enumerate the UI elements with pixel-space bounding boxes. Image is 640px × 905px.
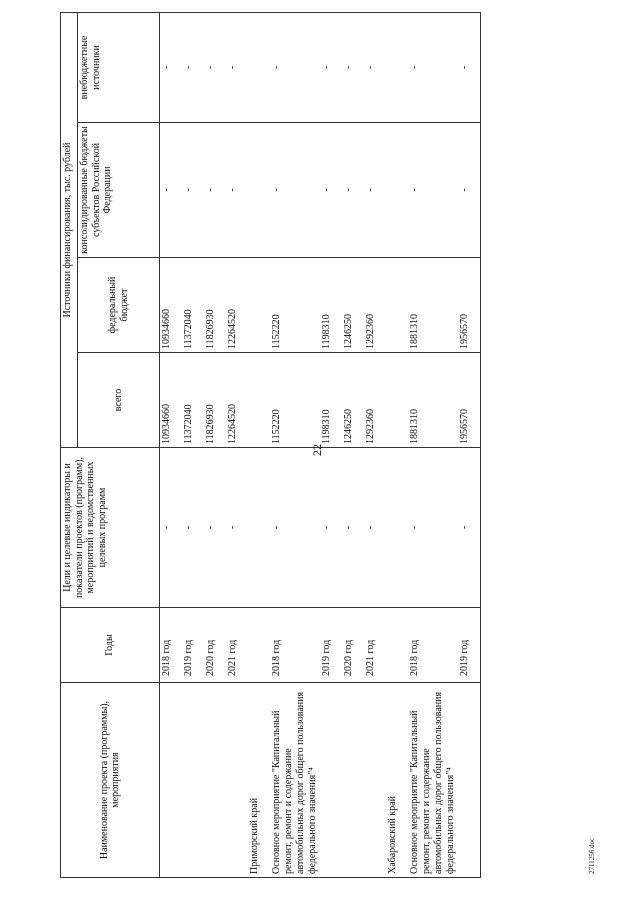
cell-goals: - (270, 448, 320, 608)
cell-federal: 1956570 (458, 258, 481, 353)
cell-offbudget: - (182, 13, 204, 123)
table-row (342, 13, 364, 878)
cell-federal: 11372040 (182, 258, 204, 353)
cell-total: 10934660 (160, 353, 183, 448)
cell-name (458, 683, 481, 878)
financing-table-sheet (60, 13, 580, 878)
cell-federal: 12264520 (226, 258, 248, 353)
table-row (182, 13, 204, 878)
header-total: всего (78, 353, 160, 448)
cell-regional: - (320, 123, 342, 258)
footer-doc-code: 2711256.doc (588, 837, 596, 874)
cell-goals: - (182, 448, 204, 608)
header-name: Наименование проекта (программы), мероприятия (61, 683, 160, 878)
cell-name (182, 683, 204, 878)
cell-regional (386, 123, 408, 258)
cell-offbudget (248, 13, 270, 123)
cell-year (386, 608, 408, 683)
cell-name: Приморский край (248, 683, 270, 878)
cell-year: 2018 год (270, 608, 320, 683)
cell-federal: 1152220 (270, 258, 320, 353)
cell-federal (248, 258, 270, 353)
cell-federal: 1246250 (342, 258, 364, 353)
cell-federal (386, 258, 408, 353)
table-row (320, 13, 342, 878)
cell-total (386, 353, 408, 448)
cell-regional: - (204, 123, 226, 258)
cell-offbudget: - (226, 13, 248, 123)
cell-total: 1198310 (320, 353, 342, 448)
cell-goals: - (408, 448, 458, 608)
cell-federal: 1198310 (320, 258, 342, 353)
cell-name (160, 683, 183, 878)
cell-total: 1881310 (408, 353, 458, 448)
cell-regional: - (408, 123, 458, 258)
cell-year: 2019 год (458, 608, 481, 683)
cell-federal: 11826930 (204, 258, 226, 353)
cell-goals: - (160, 448, 183, 608)
cell-year (248, 608, 270, 683)
cell-name: Основное мероприятие "Капитальный ремонт, ремонт и содержание автомобильных дорог общего пользования федерального значения"⁴ (408, 683, 458, 878)
header-offbudget: внебюджетные источники (78, 13, 160, 123)
table-row (386, 13, 408, 878)
header-federal: федеральный бюджет (78, 258, 160, 353)
cell-year: 2021 год (226, 608, 248, 683)
header-years: Годы (61, 608, 160, 683)
cell-regional: - (270, 123, 320, 258)
cell-offbudget (386, 13, 408, 123)
cell-total: 1152220 (270, 353, 320, 448)
cell-total: 1246250 (342, 353, 364, 448)
cell-offbudget: - (342, 13, 364, 123)
cell-year: 2021 год (364, 608, 386, 683)
cell-name (342, 683, 364, 878)
cell-name (320, 683, 342, 878)
cell-offbudget: - (204, 13, 226, 123)
header-goals: Цели и целевые индикаторы и показатели проектов (программ), мероприятий и ведомственных целевых программ (61, 448, 160, 608)
cell-year: 2019 год (182, 608, 204, 683)
table-row (248, 13, 270, 878)
header-sources: Источники финансирования, тыс. рублей (61, 13, 78, 448)
table-row (160, 13, 183, 878)
table-row (364, 13, 386, 878)
cell-goals: - (458, 448, 481, 608)
cell-regional: - (342, 123, 364, 258)
financing-table (60, 12, 481, 878)
cell-goals (248, 448, 270, 608)
cell-total: 11372040 (182, 353, 204, 448)
cell-regional (248, 123, 270, 258)
cell-year: 2018 год (408, 608, 458, 683)
table-row (270, 13, 320, 878)
cell-name (204, 683, 226, 878)
cell-name (364, 683, 386, 878)
cell-regional: - (226, 123, 248, 258)
cell-goals: - (342, 448, 364, 608)
cell-offbudget: - (458, 13, 481, 123)
table-row (458, 13, 481, 878)
cell-offbudget: - (364, 13, 386, 123)
cell-federal: 1292360 (364, 258, 386, 353)
financing-table-body (160, 13, 481, 878)
table-row (408, 13, 458, 878)
cell-name: Хабаровский край (386, 683, 408, 878)
cell-name (226, 683, 248, 878)
cell-regional: - (160, 123, 183, 258)
table-row (226, 13, 248, 878)
cell-goals: - (364, 448, 386, 608)
cell-year: 2018 год (160, 608, 183, 683)
cell-offbudget: - (270, 13, 320, 123)
cell-offbudget: - (160, 13, 183, 123)
cell-federal: 1881310 (408, 258, 458, 353)
cell-offbudget: - (408, 13, 458, 123)
cell-goals: - (226, 448, 248, 608)
table-row (204, 13, 226, 878)
header-regional: консолидированные бюджеты субъектов Российской Федерации (78, 123, 160, 258)
cell-regional: - (458, 123, 481, 258)
cell-total: 12264520 (226, 353, 248, 448)
cell-total: 1956570 (458, 353, 481, 448)
cell-total (248, 353, 270, 448)
cell-goals: - (320, 448, 342, 608)
cell-offbudget: - (320, 13, 342, 123)
page-number: 22 (310, 444, 324, 456)
cell-year: 2020 год (342, 608, 364, 683)
cell-regional: - (364, 123, 386, 258)
cell-federal: 10934660 (160, 258, 183, 353)
cell-total: 11826930 (204, 353, 226, 448)
cell-goals: - (204, 448, 226, 608)
cell-goals (386, 448, 408, 608)
cell-year: 2020 год (204, 608, 226, 683)
cell-year: 2019 год (320, 608, 342, 683)
cell-regional: - (182, 123, 204, 258)
cell-name: Основное мероприятие "Капитальный ремонт, ремонт и содержание автомобильных дорог общего пользования федерального значения"⁴ (270, 683, 320, 878)
cell-total: 1292360 (364, 353, 386, 448)
